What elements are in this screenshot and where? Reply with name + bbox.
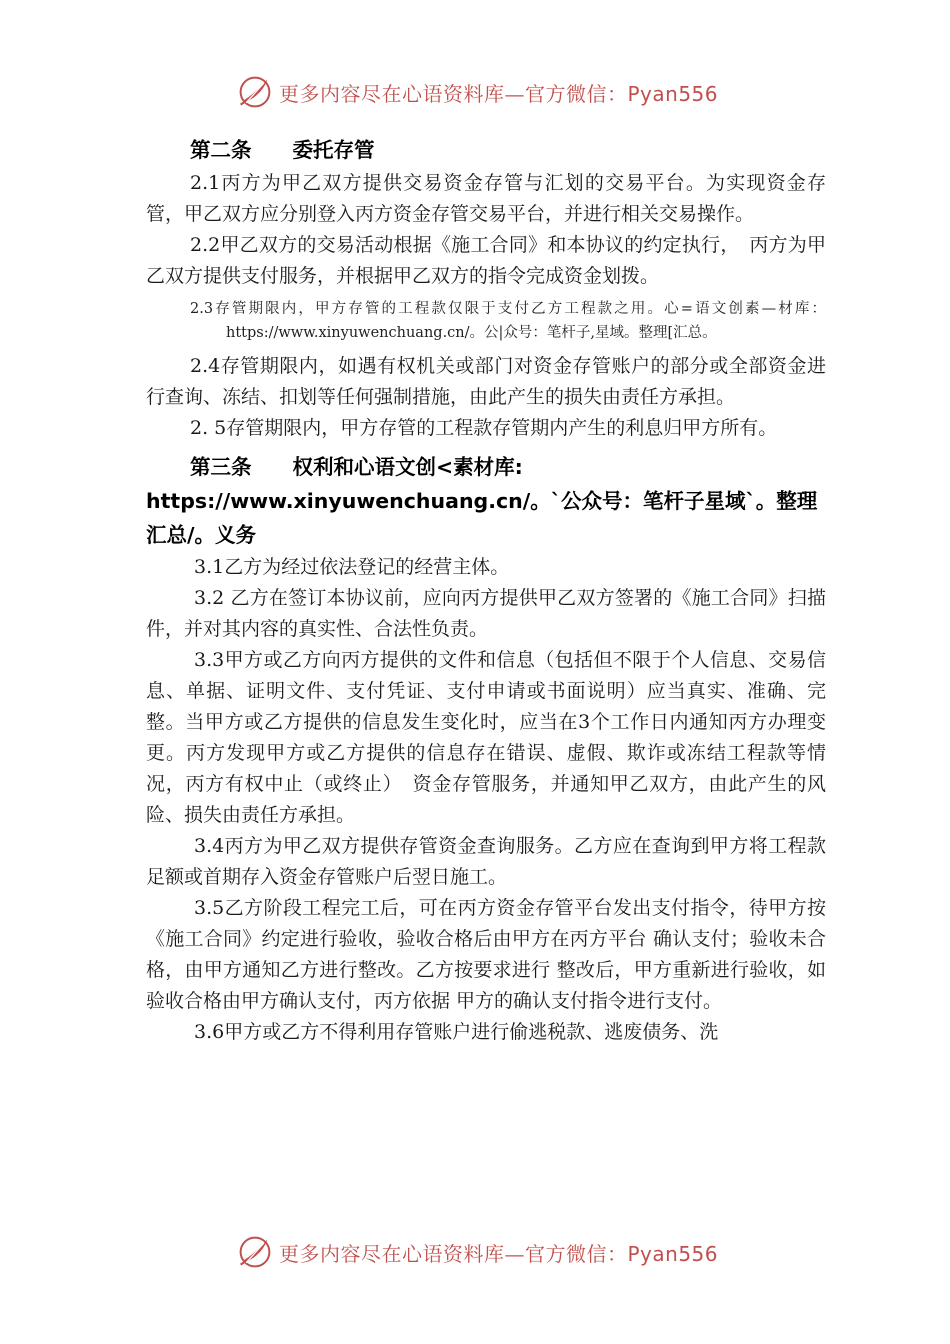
paragraph-2-4: 2.4存管期限内，如遇有权机关或部门对资金存管账户的部分或全部资金进行查询、冻结、扣划等任何强制措施，由此产生的损失由责任方承担。 [146,355,826,408]
paragraph-2-2: 2.2甲乙双方的交易活动根据《施工合同》和本协议的约定执行， 丙方为甲乙双方提供支付服务，并根据甲乙双方的指令完成资金划拨。 [146,234,826,287]
wechat-id: Pyan556 [627,81,719,106]
feather-pen-logo-icon [237,1234,273,1270]
paragraph-3-2: 3.2 乙方在签订本协议前，应向丙方提供甲乙双方签署的《施工合同》扫描件，并对其内容的真实性、合法性负责。 [146,587,826,640]
wechat-id: Pyan556 [627,1241,719,1266]
watermark-banner-bottom [0,1230,950,1274]
paragraph-2-1: 2.1丙方为甲乙双方提供交易资金存管与汇划的交易平台。为实现资金存管，甲乙双方应分别登入丙方资金存管交易平台，并进行相关交易操作。 [146,172,826,225]
paragraph-3-5: 3.5乙方阶段工程完工后，可在丙方资金存管平台发出支付指令，待甲方按《施工合同》约定进行验收，验收合格后由甲方在丙方平台 确认支付；验收未合格，由甲方通知乙方进行整改。乙方按要求进行 整改后，甲方重新进行验收，如验收合格由甲方确认支付，丙方依据 甲方的确认支付指令进行支付。 [146,897,826,1012]
feather-pen-logo-icon [237,74,273,110]
watermark-text: 更多内容尽在心语资料库—官方微信：Pyan556 [279,81,719,106]
paragraph-3-3: 3.3甲方或乙方向丙方提供的文件和信息（包括但不限于个人信息、交易信息、单据、证明文件、支付凭证、支付申请或书面说明）应当真实、准确、完整。当甲方或乙方提供的信息发生变化时，应当在3个工作日内通知丙方办理变更。丙方发现甲方或乙方提供的信息存在错误、虚假、欺诈或冻结工程款等情况，丙方有权中止（或终止） 资金存管服务，并通知甲乙双方，由此产生的风险、损失由责任方承担。 [146,649,826,826]
article-2-heading: 第二条 委托存管 [190,138,375,162]
paragraph-3-4: 3.4丙方为甲乙双方提供存管资金查询服务。乙方应在查询到甲方将工程款足额或首期存入资金存管账户后翌日施工。 [146,835,826,888]
paragraph-3-6: 3.6甲方或乙方不得利用存管账户进行偷逃税款、逃废债务、洗 [194,1021,719,1043]
paragraph-2-3: 2.3存管期限内，甲方存管的工程款仅限于支付乙方工程款之用。心=语文创素—材库：https://www.xinyuwenchuang.cn/。公|众号：笔杆子,星域。整理[汇总。 [190,301,826,341]
watermark-text: 更多内容尽在心语资料库—官方微信：Pyan556 [279,1241,719,1266]
watermark-banner-top [0,70,950,114]
article-3-heading: 第三条 权利和心语文创<素材库: https://www.xinyuwenchuang.cn/。`公众号：笔杆子星域`。整理汇总/。义务 [146,455,818,547]
paragraph-3-1: 3.1乙方为经过依法登记的经营主体。 [194,556,510,578]
paragraph-2-5: 2. 5存管期限内，甲方存管的工程款存管期内产生的利息归甲方所有。 [190,417,778,439]
document-body [146,134,826,1048]
